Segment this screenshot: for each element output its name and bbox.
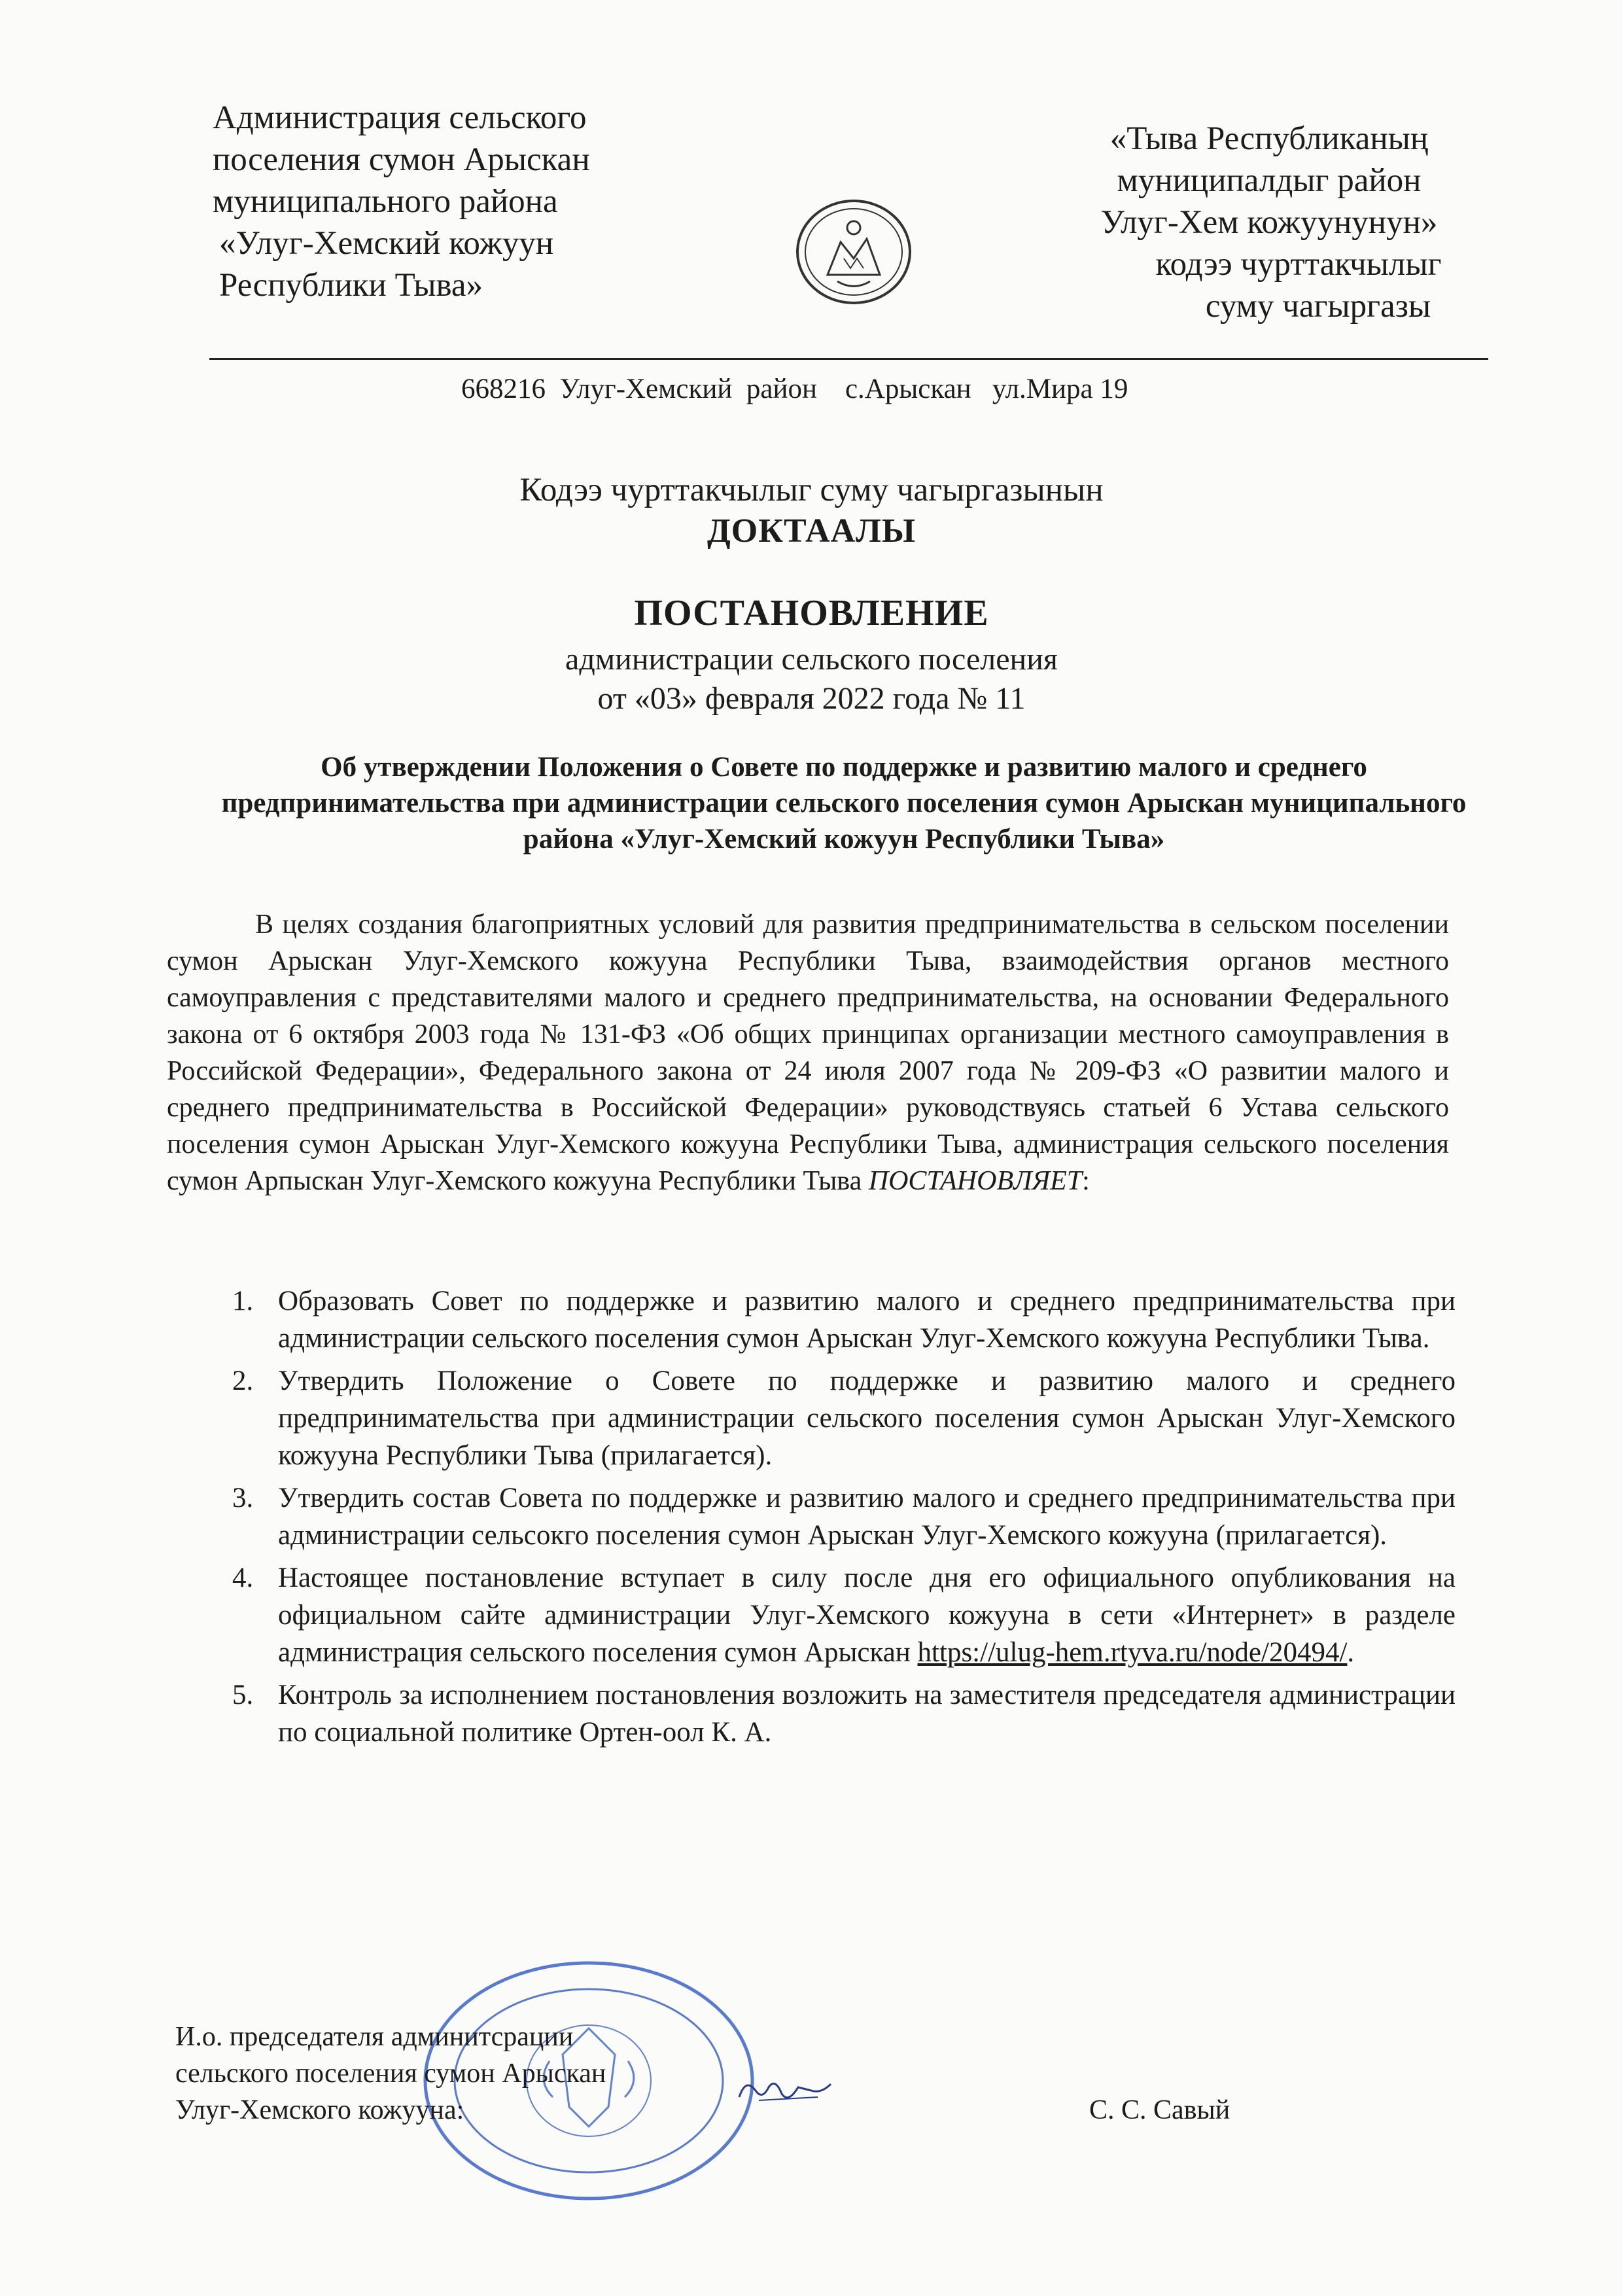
- list-item: [232, 1362, 1456, 1474]
- item-number: 4.: [232, 1563, 254, 1593]
- list-item: [232, 1676, 1456, 1751]
- title-issuer: администрации сельского поселения: [565, 642, 1058, 677]
- header-left-line: Республики Тыва»: [219, 267, 483, 304]
- header-left-block: [213, 97, 710, 306]
- item-number: 5.: [232, 1680, 254, 1710]
- decree-colon: :: [1082, 1166, 1090, 1196]
- document-subject: Об утверждении Положения о Совете по поддержке и развитию малого и среднего предпринимательства при администрации сельского поселения сумон Арыскан муниципального района «Улуг-Хемский кожуун Республики Тыва»: [221, 752, 1467, 855]
- item-number: 2.: [232, 1366, 254, 1396]
- header-left-line: поселения сумон Арыскан: [213, 141, 590, 178]
- preamble-paragraph: [167, 906, 1449, 1199]
- item-number: 3.: [232, 1483, 254, 1513]
- item-number: 1.: [232, 1286, 254, 1316]
- publication-link[interactable]: https://ulug-hem.rtyva.ru/node/20494/: [917, 1637, 1348, 1668]
- header-right-line: «Тыва Республиканың: [1109, 120, 1429, 157]
- list-item: [232, 1559, 1456, 1671]
- decree-word: ПОСТАНОВЛЯЕТ: [868, 1166, 1083, 1196]
- header-right-line: Улуг-Хем кожуунунун»: [1100, 204, 1438, 241]
- title-postanovlenie: ПОСТАНОВЛЕНИЕ: [634, 593, 989, 633]
- list-item: [232, 1479, 1456, 1554]
- header-left-line: Администрация сельского: [213, 99, 587, 136]
- decree-items-list: [232, 1282, 1456, 1756]
- title-date-number: от «03» февраля 2022 года № 11: [597, 681, 1026, 716]
- header-left-line: «Улуг-Хемский кожуун: [219, 225, 554, 262]
- coat-of-arms-icon: [792, 196, 916, 308]
- signatory-name: С. С. Савый: [1089, 2095, 1230, 2125]
- signatory-line: И.о. председателя админитсрации: [175, 2022, 574, 2052]
- signatory-title: [175, 2019, 606, 2128]
- signatory-line: сельского поселения сумон Арыскан: [175, 2058, 606, 2089]
- title-tuvan-line: Кодээ чурттакчылыг суму чагыргазынын: [519, 472, 1104, 508]
- list-item: [232, 1282, 1456, 1357]
- item-text: Утвердить состав Совета по поддержке и развитию малого и среднего предпринимательства при администрации сельсокго поселения сумон Арыскан Улуг-Хемского кожууна (прилагается).: [278, 1483, 1456, 1551]
- signatory-line: Улуг-Хемского кожууна:: [175, 2095, 464, 2125]
- header-right-line: муниципалдыг район: [1117, 162, 1422, 199]
- address-line: 668216 Улуг-Хемский район с.Арыскан ул.Мира 19: [461, 374, 1128, 404]
- item-text-end: .: [1347, 1637, 1355, 1668]
- handwritten-signature-icon: [733, 2071, 837, 2110]
- title-doktaaly: ДОКТААЛЫ: [707, 512, 916, 550]
- item-text: Настоящее постановление вступает в силу после дня его официального опубликования на официальном сайте администрации Улуг-Хемского кожууна в сети «Интернет» в разделе администрация сельского поселения сумон Арыскан: [278, 1563, 1456, 1668]
- item-text: Утвердить Положение о Совете по поддержке и развитию малого и среднего предпринимательства при администрации сельского поселения сумон Арыскан Улуг-Хемского кожууна Республики Тыва (прилагается).: [278, 1366, 1456, 1471]
- header-right-block: [1007, 118, 1531, 327]
- header-right-line: кодээ чурттакчылыг: [1155, 246, 1442, 283]
- preamble-text: В целях создания благоприятных условий для развития предпринимательства в сельском поселении сумон Арыскан Улуг-Хемского кожууна Республики Тыва, взаимодействия органов местного самоуправления с представителями малого и среднего предпринимательства, на основании Федерального закона от 6 октября 2003 года № 131-ФЗ «Об общих принципах организации местного самоуправления в Российской Федерации», Федерального закона от 24 июля 2007 года № 209-ФЗ «О развитии малого и среднего предпринимательства в Российской Федерации» руководствуясь статьей 6 Устава сельского поселения сумон Арыскан Улуг-Хемского кожууна Республики Тыва, администрация сельского поселения сумон Арпыскан Улуг-Хемского кожууна Республики Тыва: [167, 910, 1449, 1196]
- item-text: Образовать Совет по поддержке и развитию малого и среднего предпринимательства при администрации сельского поселения сумон Арыскан Улуг-Хемского кожууна Республики Тыва.: [278, 1286, 1456, 1354]
- header-left-line: муниципального района: [213, 183, 558, 220]
- header-divider: [209, 358, 1488, 360]
- item-text: Контроль за исполнением постановления возложить на заместителя председателя администрации по социальной политике Ортен-оол К. А.: [278, 1680, 1456, 1748]
- header-right-line: суму чагыргазы: [1205, 288, 1431, 325]
